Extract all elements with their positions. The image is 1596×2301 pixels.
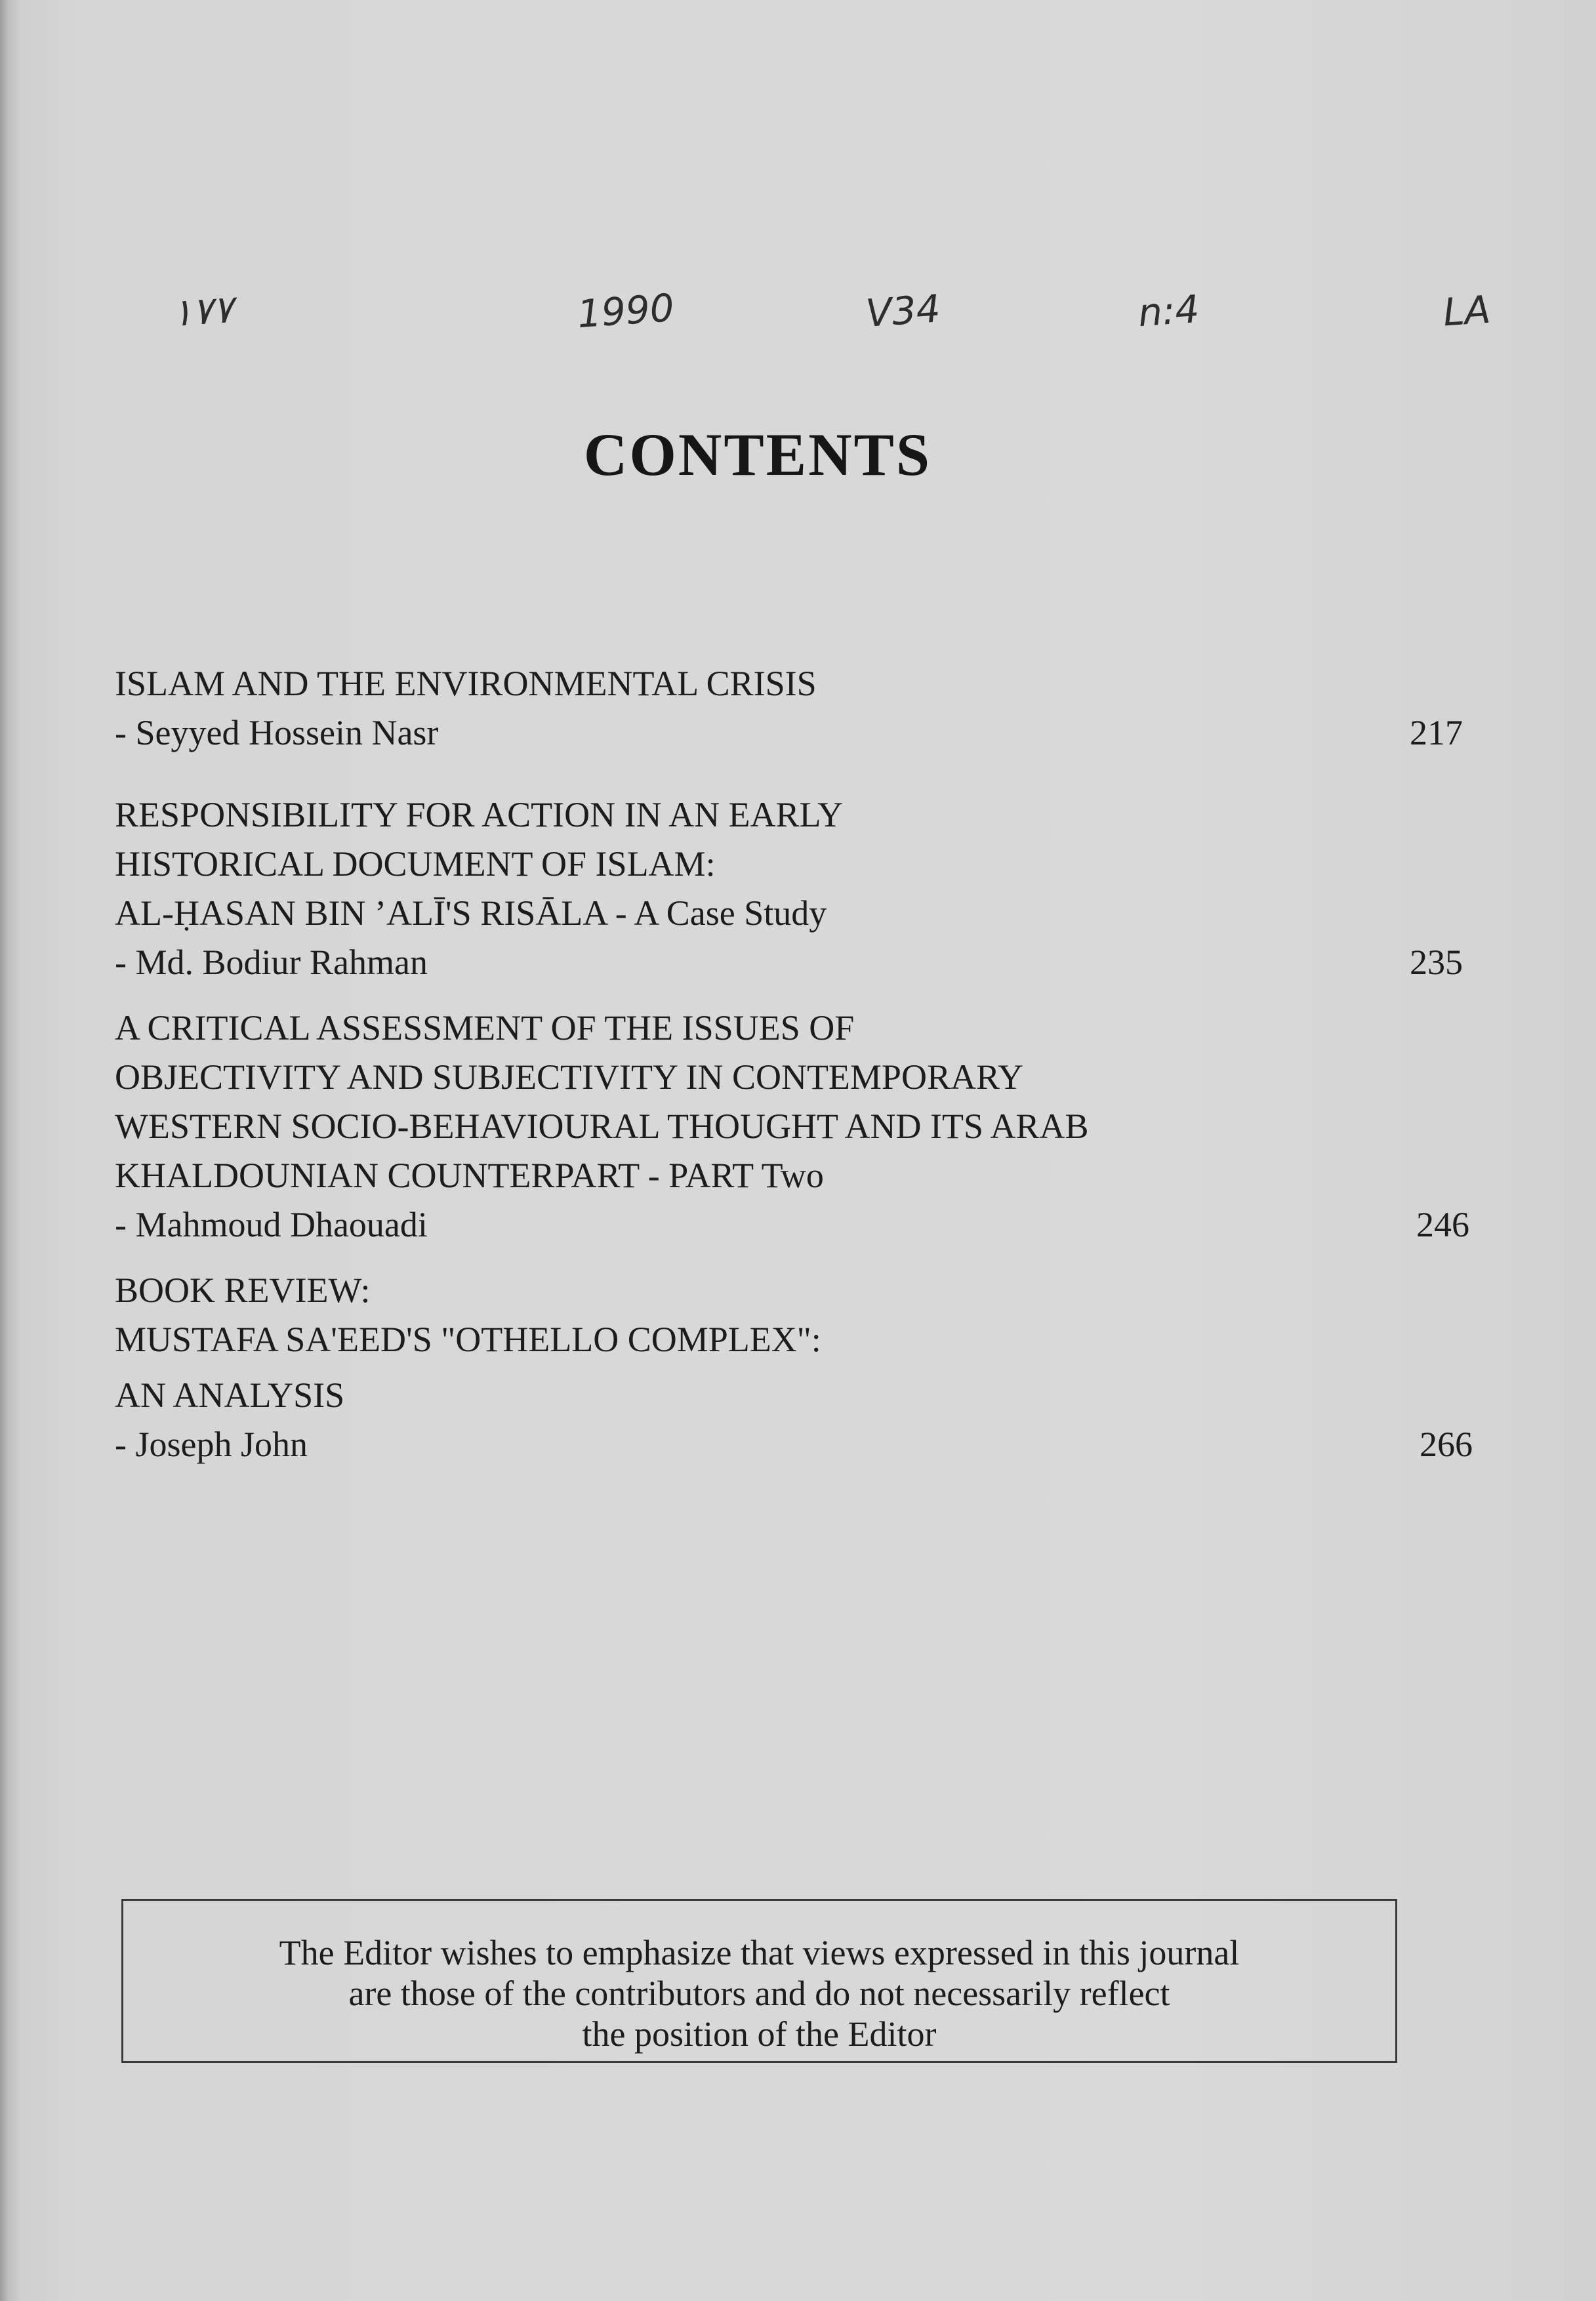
entry-title-line: HISTORICAL DOCUMENT OF ISLAM: — [115, 844, 716, 884]
entry-title-line: WESTERN SOCIO-BEHAVIOURAL THOUGHT AND ITS ARAB — [115, 1107, 1089, 1146]
author-row — [115, 1200, 1469, 1250]
toc-entry — [115, 1266, 1473, 1469]
entry-title-line: ISLAM AND THE ENVIRONMENTAL CRISIS — [115, 664, 817, 703]
page-number: 266 — [1420, 1425, 1473, 1464]
page-number: 217 — [1410, 713, 1463, 752]
toc-entry — [115, 659, 1463, 758]
toc-entry — [115, 1004, 1469, 1250]
annotation-issue: n:4 — [1136, 286, 1201, 336]
author-row — [115, 708, 1463, 758]
annotation-year: 1990 — [575, 285, 676, 337]
entry-title-line: OBJECTIVITY AND SUBJECTIVITY IN CONTEMPORARY — [115, 1057, 1024, 1097]
notice-line: The Editor wishes to emphasize that views expressed in this journal — [279, 1933, 1240, 1972]
annotation-number: ۱۷۷ — [170, 286, 235, 336]
bleed-through-shadow — [0, 112, 1596, 210]
page-number: 235 — [1410, 943, 1463, 982]
page-number: 246 — [1416, 1205, 1469, 1244]
author-row — [115, 1420, 1473, 1469]
entry-title-line: BOOK REVIEW: — [115, 1271, 371, 1310]
entry-author: - Md. Bodiur Rahman — [115, 943, 428, 982]
notice-line: the position of the Editor — [582, 2014, 937, 2054]
page-title: CONTENTS — [583, 421, 932, 488]
editor-notice-box — [121, 1899, 1397, 2063]
entry-author: - Mahmoud Dhaouadi — [115, 1205, 428, 1244]
entry-title-line: AL-ḤASAN BIN ’ALĪ'S RISĀLA - A Case Study — [115, 893, 827, 933]
annotation-volume: V34 — [864, 286, 942, 336]
annotation-code: LA — [1441, 287, 1492, 335]
entry-title-line: KHALDOUNIAN COUNTERPART - PART Two — [115, 1156, 824, 1195]
entry-title-line: A CRITICAL ASSESSMENT OF THE ISSUES OF — [115, 1008, 855, 1048]
entry-author: - Seyyed Hossein Nasr — [115, 713, 439, 752]
author-row — [115, 938, 1463, 987]
entry-author: - Joseph John — [115, 1425, 308, 1464]
entry-title-line: MUSTAFA SA'EED'S "OTHELLO COMPLEX": — [115, 1320, 821, 1359]
toc-entry — [115, 790, 1463, 987]
notice-line: are those of the contributors and do not necessarily reflect — [348, 1974, 1170, 2013]
entry-title-line: AN ANALYSIS — [115, 1375, 345, 1415]
entry-title-line: RESPONSIBILITY FOR ACTION IN AN EARLY — [115, 795, 844, 834]
